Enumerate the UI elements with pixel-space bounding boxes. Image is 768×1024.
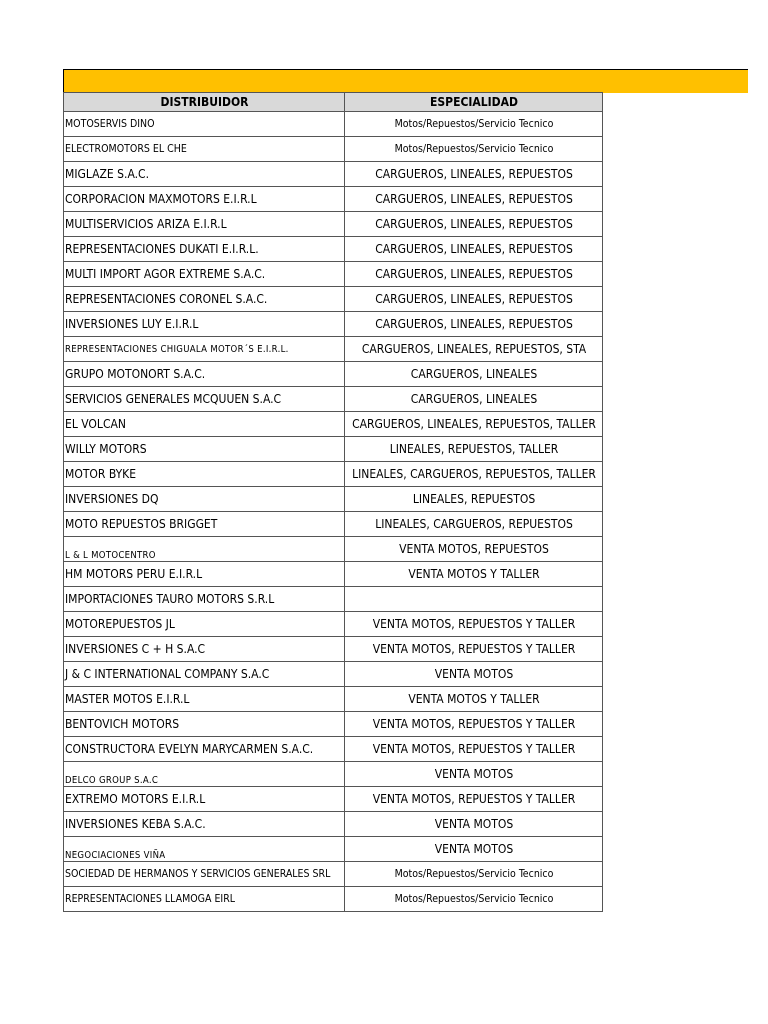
especialidad-cell: CARGUEROS, LINEALES, REPUESTOS bbox=[345, 287, 603, 312]
distribuidor-cell: INVERSIONES KEBA S.A.C. bbox=[64, 812, 345, 837]
especialidad-cell: CARGUEROS, LINEALES, REPUESTOS bbox=[345, 212, 603, 237]
especialidad-cell: VENTA MOTOS Y TALLER bbox=[345, 562, 603, 587]
especialidad-cell bbox=[345, 587, 603, 612]
especialidad-cell: VENTA MOTOS bbox=[345, 837, 603, 862]
table-row bbox=[64, 312, 603, 337]
especialidad-cell: LINEALES, REPUESTOS, TALLER bbox=[345, 437, 603, 462]
especialidad-cell: Motos/Repuestos/Servicio Tecnico bbox=[345, 887, 603, 912]
distribuidor-cell: BENTOVICH MOTORS bbox=[64, 712, 345, 737]
especialidad-cell: CARGUEROS, LINEALES, REPUESTOS, TALLER bbox=[345, 412, 603, 437]
table-row bbox=[64, 837, 603, 862]
distribuidor-cell: EL VOLCAN bbox=[64, 412, 345, 437]
table-row bbox=[64, 787, 603, 812]
especialidad-cell: Motos/Repuestos/Servicio Tecnico bbox=[345, 112, 603, 137]
distribuidor-cell: INVERSIONES LUY E.I.R.L bbox=[64, 312, 345, 337]
distribuidor-cell: DELCO GROUP S.A.C bbox=[64, 762, 345, 787]
distribuidor-cell: INVERSIONES C + H S.A.C bbox=[64, 637, 345, 662]
distribuidor-cell: ELECTROMOTORS EL CHE bbox=[64, 137, 345, 162]
distribuidor-cell: MOTOREPUESTOS JL bbox=[64, 612, 345, 637]
especialidad-cell: VENTA MOTOS, REPUESTOS Y TALLER bbox=[345, 637, 603, 662]
table-row bbox=[64, 537, 603, 562]
distribuidor-cell: SERVICIOS GENERALES MCQUUEN S.A.C bbox=[64, 387, 345, 412]
table-row bbox=[64, 487, 603, 512]
distribuidor-cell: MOTOR BYKE bbox=[64, 462, 345, 487]
table-row bbox=[64, 887, 603, 912]
especialidad-cell: Motos/Repuestos/Servicio Tecnico bbox=[345, 862, 603, 887]
table-row bbox=[64, 112, 603, 137]
distribuidor-cell: CONSTRUCTORA EVELYN MARYCARMEN S.A.C. bbox=[64, 737, 345, 762]
table-row bbox=[64, 262, 603, 287]
distribuidor-cell: MIGLAZE S.A.C. bbox=[64, 162, 345, 187]
table-row bbox=[64, 612, 603, 637]
table-row bbox=[64, 462, 603, 487]
especialidad-cell: LINEALES, CARGUEROS, REPUESTOS bbox=[345, 512, 603, 537]
distribuidor-cell: L & L MOTOCENTRO bbox=[64, 537, 345, 562]
table-row bbox=[64, 137, 603, 162]
especialidad-cell: VENTA MOTOS bbox=[345, 662, 603, 687]
table-row bbox=[64, 562, 603, 587]
column-header-distribuidor: DISTRIBUIDOR bbox=[64, 93, 345, 112]
distribuidor-cell: GRUPO MOTONORT S.A.C. bbox=[64, 362, 345, 387]
especialidad-cell: CARGUEROS, LINEALES, REPUESTOS bbox=[345, 162, 603, 187]
especialidad-cell: VENTA MOTOS, REPUESTOS Y TALLER bbox=[345, 612, 603, 637]
especialidad-cell: VENTA MOTOS bbox=[345, 812, 603, 837]
especialidad-cell: CARGUEROS, LINEALES, REPUESTOS bbox=[345, 187, 603, 212]
especialidad-cell: CARGUEROS, LINEALES bbox=[345, 387, 603, 412]
table-row bbox=[64, 862, 603, 887]
table-row bbox=[64, 412, 603, 437]
especialidad-cell: VENTA MOTOS, REPUESTOS Y TALLER bbox=[345, 737, 603, 762]
table-row bbox=[64, 637, 603, 662]
distribuidor-cell: J & C INTERNATIONAL COMPANY S.A.C bbox=[64, 662, 345, 687]
especialidad-cell: VENTA MOTOS, REPUESTOS bbox=[345, 537, 603, 562]
especialidad-cell: VENTA MOTOS bbox=[345, 762, 603, 787]
column-header-especialidad: ESPECIALIDAD bbox=[345, 93, 603, 112]
especialidad-cell: CARGUEROS, LINEALES, REPUESTOS bbox=[345, 312, 603, 337]
table-row bbox=[64, 712, 603, 737]
table-row bbox=[64, 387, 603, 412]
table-row bbox=[64, 812, 603, 837]
especialidad-cell: CARGUEROS, LINEALES, REPUESTOS, STA bbox=[345, 337, 603, 362]
table-row bbox=[64, 762, 603, 787]
table-header-row bbox=[64, 93, 603, 112]
distribuidor-cell: REPRESENTACIONES DUKATI E.I.R.L. bbox=[64, 237, 345, 262]
table-row bbox=[64, 662, 603, 687]
distribuidor-cell: NEGOCIACIONES VIÑA bbox=[64, 837, 345, 862]
header-bar bbox=[63, 69, 748, 93]
distribuidor-cell: SOCIEDAD DE HERMANOS Y SERVICIOS GENERALES SRL bbox=[64, 862, 345, 887]
distribuidor-cell: MULTI IMPORT AGOR EXTREME S.A.C. bbox=[64, 262, 345, 287]
table-row bbox=[64, 187, 603, 212]
table-row bbox=[64, 437, 603, 462]
especialidad-cell: LINEALES, REPUESTOS bbox=[345, 487, 603, 512]
table-row bbox=[64, 212, 603, 237]
distribuidor-cell: MOTOSERVIS DINO bbox=[64, 112, 345, 137]
especialidad-cell: CARGUEROS, LINEALES, REPUESTOS bbox=[345, 262, 603, 287]
table-row bbox=[64, 237, 603, 262]
distribuidor-cell: MULTISERVICIOS ARIZA E.I.R.L bbox=[64, 212, 345, 237]
especialidad-cell: VENTA MOTOS Y TALLER bbox=[345, 687, 603, 712]
distribuidor-cell: REPRESENTACIONES CORONEL S.A.C. bbox=[64, 287, 345, 312]
especialidad-cell: CARGUEROS, LINEALES, REPUESTOS bbox=[345, 237, 603, 262]
table-row bbox=[64, 362, 603, 387]
distribuidor-cell: HM MOTORS PERU E.I.R.L bbox=[64, 562, 345, 587]
table-row bbox=[64, 737, 603, 762]
especialidad-cell: VENTA MOTOS, REPUESTOS Y TALLER bbox=[345, 787, 603, 812]
distribuidor-cell: REPRESENTACIONES CHIGUALA MOTOR´S E.I.R.L. bbox=[64, 337, 345, 362]
distribuidor-cell: MOTO REPUESTOS BRIGGET bbox=[64, 512, 345, 537]
especialidad-cell: Motos/Repuestos/Servicio Tecnico bbox=[345, 137, 603, 162]
distributor-table bbox=[63, 92, 603, 912]
table-row bbox=[64, 512, 603, 537]
distribuidor-cell: WILLY MOTORS bbox=[64, 437, 345, 462]
table-row bbox=[64, 162, 603, 187]
distribuidor-cell: INVERSIONES DQ bbox=[64, 487, 345, 512]
distribuidor-cell: IMPORTACIONES TAURO MOTORS S.R.L bbox=[64, 587, 345, 612]
distribuidor-cell: CORPORACION MAXMOTORS E.I.R.L bbox=[64, 187, 345, 212]
especialidad-cell: VENTA MOTOS, REPUESTOS Y TALLER bbox=[345, 712, 603, 737]
especialidad-cell: LINEALES, CARGUEROS, REPUESTOS, TALLER bbox=[345, 462, 603, 487]
table-row bbox=[64, 687, 603, 712]
table-row bbox=[64, 587, 603, 612]
distribuidor-cell: MASTER MOTOS E.I.R.L bbox=[64, 687, 345, 712]
table-row bbox=[64, 337, 603, 362]
distribuidor-cell: REPRESENTACIONES LLAMOGA EIRL bbox=[64, 887, 345, 912]
table-row bbox=[64, 287, 603, 312]
distribuidor-cell: EXTREMO MOTORS E.I.R.L bbox=[64, 787, 345, 812]
especialidad-cell: CARGUEROS, LINEALES bbox=[345, 362, 603, 387]
